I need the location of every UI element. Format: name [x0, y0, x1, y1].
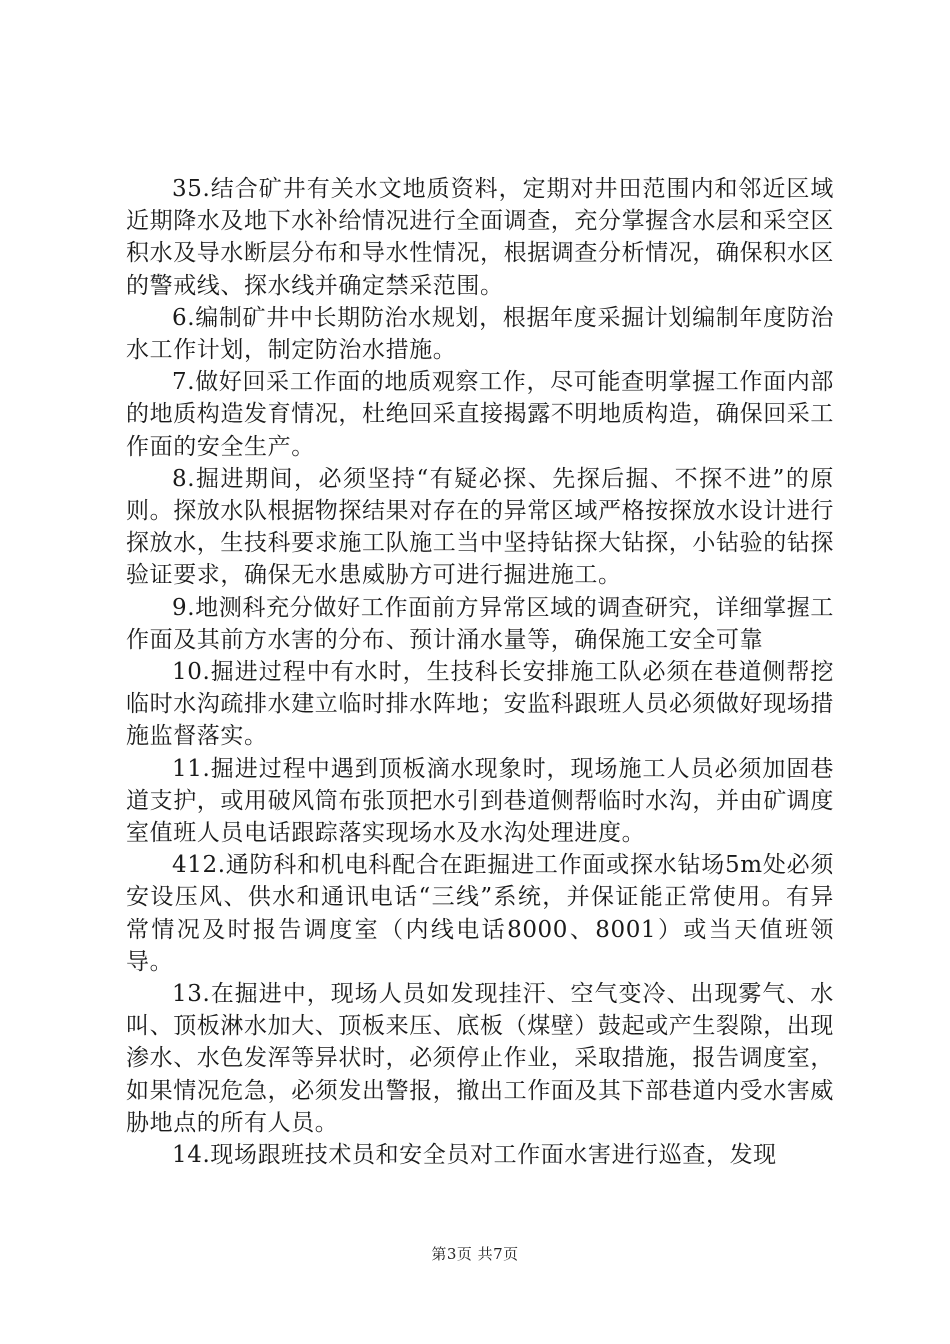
paragraph-8: 8.掘进期间，必须坚持“有疑必探、先探后掘、不探不进”的原则。探放水队根据物探结果对存在的异常区域严格按探放水设计进行探放水，生技科要求施工队施工当中坚持钻探大钻探，小钻验的钻探验证要求，确保无水患威胁方可进行掘进施工。 [126, 465, 834, 589]
paragraph-7: 7.做好回采工作面的地质观察工作，尽可能查明掌握工作面内部的地质构造发育情况，杜绝回采直接揭露不明地质构造，确保回采工作面的安全生产。 [126, 369, 834, 460]
paragraph-35: 35.结合矿井有关水文地质资料，定期对井田范围内和邻近区域近期降水及地下水补给情况进行全面调查，充分掌握含水层和采空区积水及导水断层分布和导水性情况，根据调查分析情况，确保积水区的警戒线、探水线并确定禁采范围。 [126, 176, 834, 299]
paragraph-14: 14.现场跟班技术员和安全员对工作面水害进行巡查，发现 [172, 1142, 777, 1169]
paragraph-9: 9.地测科充分做好工作面前方异常区域的调查研究，详细掌握工作面及其前方水害的分布、预计涌水量等，确保施工安全可靠 [126, 594, 834, 653]
paragraph-412: 412.通防科和机电科配合在距掘进工作面或探水钻场5m处必须安设压风、供水和通讯电话“三线”系统，并保证能正常使用。有异常情况及时报告调度室（内线电话8000、8001）或当天值班领导。 [126, 852, 834, 975]
paragraph-11: 11.掘进过程中遇到顶板滴水现象时，现场施工人员必须加固巷道支护，或用破风筒布张顶把水引到巷道侧帮临时水沟，并由矿调度室值班人员电话跟踪落实现场水及水沟处理进度。 [126, 755, 834, 847]
paragraph-6: 6.编制矿井中长期防治水规划，根据年度采掘计划编制年度防治水工作计划，制定防治水措施。 [126, 304, 834, 364]
page-number-footer: 第3页 共7页 [431, 1245, 519, 1263]
paragraph-10: 10.掘进过程中有水时，生技科长安排施工队必须在巷道侧帮挖临时水沟疏排水建立临时排水阵地；安监科跟班人员必须做好现场措施监督落实。 [126, 659, 834, 750]
document-body [126, 173, 834, 1171]
paragraph-13: 13.在掘进中，现场人员如发现挂汗、空气变冷、出现雾气、水叫、顶板淋水加大、顶板来压、底板（煤壁）鼓起或产生裂隙，出现渗水、水色发浑等异状时，必须停止作业，采取措施，报告调度室，如果情况危急，必须发出警报，撤出工作面及其下部巷道内受水害威胁地点的所有人员。 [126, 981, 834, 1136]
